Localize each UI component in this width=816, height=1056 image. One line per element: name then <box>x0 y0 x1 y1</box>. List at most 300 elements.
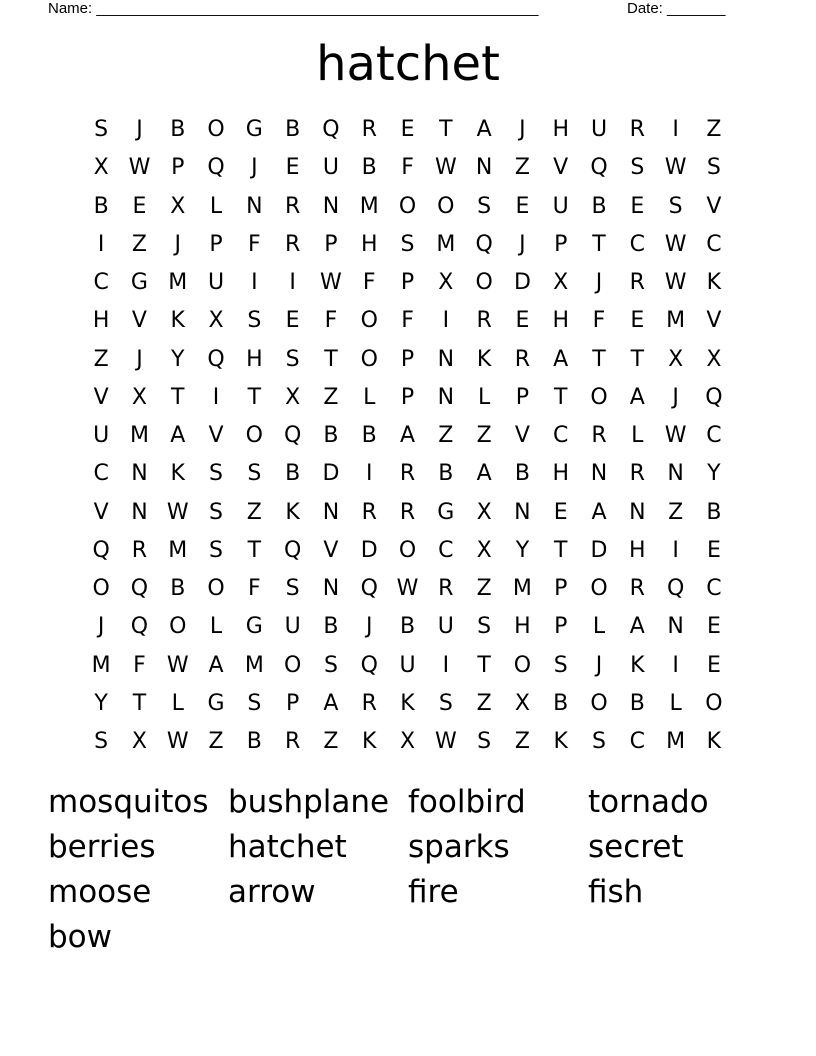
grid-letter: E <box>630 193 645 219</box>
word-search-grid <box>82 111 734 761</box>
grid-letter: Z <box>131 231 147 257</box>
grid-letter: M <box>168 537 188 563</box>
grid-letter: S <box>247 461 262 487</box>
grid-letter: Z <box>476 423 492 448</box>
grid-letter: I <box>97 231 105 257</box>
grid-letter: P <box>209 231 223 257</box>
grid-letter: O <box>398 193 417 219</box>
grid-letter: R <box>514 346 531 372</box>
grid-letter: K <box>630 652 645 678</box>
grid-letter: I <box>289 270 296 295</box>
grid-letter: T <box>630 346 645 372</box>
grid-letter: W <box>664 423 687 448</box>
grid-letter: N <box>629 499 646 525</box>
grid-letter: B <box>706 499 722 525</box>
grid-row <box>82 341 734 379</box>
word-list-item: fish <box>588 874 644 910</box>
word-list-item: fire <box>408 874 459 910</box>
grid-letter: S <box>285 576 300 601</box>
grid-letter: N <box>131 461 148 487</box>
grid-letter: R <box>284 231 301 257</box>
grid-letter: R <box>629 576 645 601</box>
grid-row <box>82 264 734 302</box>
grid-letter: D <box>360 537 378 563</box>
grid-letter: B <box>170 576 186 601</box>
grid-letter: K <box>170 461 185 487</box>
grid-letter: V <box>93 499 109 525</box>
grid-letter: O <box>398 537 417 563</box>
grid-letter: L <box>477 384 491 410</box>
grid-letter: B <box>323 614 339 640</box>
grid-row <box>82 455 734 493</box>
grid-letter: N <box>322 576 340 601</box>
grid-letter: O <box>283 652 302 678</box>
grid-letter: Q <box>322 117 340 142</box>
grid-letter: Z <box>514 155 530 181</box>
grid-letter: X <box>438 270 454 295</box>
grid-letter: L <box>592 614 606 640</box>
grid-letter: U <box>552 193 569 219</box>
grid-letter: A <box>170 423 186 448</box>
grid-letter: S <box>668 193 683 219</box>
grid-letter: V <box>131 308 147 334</box>
grid-letter: Z <box>323 729 339 754</box>
grid-letter: O <box>207 117 225 142</box>
grid-letter: N <box>437 384 455 410</box>
grid-letter: M <box>168 270 188 295</box>
grid-letter: K <box>362 729 377 754</box>
grid-letter: O <box>705 690 723 716</box>
grid-letter: H <box>360 231 378 257</box>
page-title: hatchet <box>316 36 500 92</box>
grid-letter: O <box>513 652 532 678</box>
word-list-item: moose <box>48 874 152 910</box>
grid-letter: W <box>664 155 687 181</box>
grid-letter: P <box>554 576 568 601</box>
grid-letter: H <box>92 308 110 334</box>
grid-letter: A <box>208 652 224 678</box>
grid-letter: S <box>477 729 492 754</box>
grid-letter: I <box>442 308 450 334</box>
grid-row <box>82 188 734 226</box>
grid-letter: E <box>553 499 568 525</box>
grid-letter: J <box>174 231 181 257</box>
grid-letter: Q <box>475 231 493 257</box>
grid-letter: M <box>244 652 264 678</box>
grid-letter: V <box>93 384 109 410</box>
grid-letter: X <box>399 729 416 754</box>
grid-letter: W <box>166 729 189 754</box>
grid-letter: G <box>207 690 225 716</box>
grid-letter: N <box>590 461 608 487</box>
grid-letter: W <box>434 155 457 181</box>
grid-letter: U <box>322 155 339 181</box>
grid-letter: F <box>401 155 414 181</box>
grid-letter: O <box>590 384 608 410</box>
grid-letter: H <box>552 117 569 142</box>
grid-letter: L <box>209 193 223 219</box>
grid-letter: B <box>170 117 186 142</box>
grid-letter: G <box>245 117 263 142</box>
grid-letter: X <box>285 384 301 410</box>
grid-letter: K <box>706 729 722 754</box>
grid-letter: X <box>170 193 186 219</box>
grid-letter: O <box>169 614 187 640</box>
grid-letter: Q <box>130 576 149 601</box>
grid-letter: B <box>399 614 416 640</box>
grid-letter: C <box>629 231 645 257</box>
word-list-item: bow <box>48 919 112 955</box>
grid-letter: B <box>514 461 530 487</box>
grid-letter: N <box>667 614 684 640</box>
grid-letter: D <box>513 270 531 295</box>
grid-letter: S <box>323 652 338 678</box>
grid-letter: S <box>94 729 109 754</box>
grid-letter: Y <box>707 461 721 487</box>
grid-letter: F <box>324 308 338 334</box>
grid-letter: Z <box>706 117 722 142</box>
grid-letter: X <box>208 308 224 334</box>
grid-letter: B <box>285 117 301 142</box>
grid-letter: Q <box>360 652 378 678</box>
grid-letter: C <box>629 729 645 754</box>
grid-letter: L <box>171 690 184 716</box>
grid-letter: K <box>400 690 415 716</box>
grid-letter: V <box>553 155 569 181</box>
grid-letter: R <box>476 308 492 334</box>
grid-letter: O <box>207 576 225 601</box>
grid-letter: P <box>400 346 415 372</box>
grid-letter: E <box>706 537 721 563</box>
grid-letter: M <box>91 652 111 678</box>
grid-letter: R <box>361 499 377 525</box>
grid-letter: A <box>476 117 492 142</box>
word-list-item: hatchet <box>228 829 347 865</box>
grid-letter: T <box>477 652 491 678</box>
grid-letter: U <box>284 614 301 640</box>
grid-letter: P <box>324 231 338 257</box>
grid-letter: S <box>477 193 492 219</box>
grid-letter: O <box>475 270 493 295</box>
grid-letter: N <box>131 499 148 525</box>
grid-row <box>82 379 734 417</box>
grid-letter: T <box>324 346 338 372</box>
grid-letter: S <box>438 690 453 716</box>
word-list-item: tornado <box>588 784 709 820</box>
grid-letter: F <box>248 576 261 601</box>
grid-letter: A <box>591 499 607 525</box>
grid-letter: O <box>590 690 608 716</box>
word-list <box>48 780 768 960</box>
grid-letter: B <box>591 193 607 219</box>
grid-letter: N <box>437 346 455 372</box>
grid-letter: A <box>323 690 339 716</box>
grid-letter: V <box>706 193 722 219</box>
grid-letter: K <box>476 346 492 372</box>
grid-letter: J <box>519 231 526 257</box>
grid-letter: R <box>284 729 301 754</box>
grid-letter: P <box>554 231 568 257</box>
grid-letter: C <box>553 423 569 448</box>
grid-letter: S <box>477 614 492 640</box>
grid-letter: E <box>706 652 721 678</box>
grid-letter: M <box>129 423 149 448</box>
grid-letter: A <box>553 346 569 372</box>
grid-letter: N <box>667 461 684 487</box>
grid-letter: Q <box>207 155 225 181</box>
grid-letter: E <box>285 308 300 334</box>
grid-letter: I <box>672 117 679 142</box>
grid-letter: B <box>438 461 454 487</box>
grid-letter: S <box>209 499 224 525</box>
grid-letter: R <box>284 193 301 219</box>
grid-letter: L <box>631 423 644 448</box>
grid-letter: J <box>136 346 143 372</box>
grid-letter: W <box>664 270 687 295</box>
grid-row <box>82 608 734 646</box>
grid-letter: U <box>93 423 110 448</box>
grid-letter: O <box>92 576 110 601</box>
grid-letter: Z <box>246 499 262 525</box>
grid-letter: S <box>247 690 262 716</box>
grid-letter: K <box>285 499 300 525</box>
grid-letter: S <box>94 117 109 142</box>
grid-letter: F <box>592 308 606 334</box>
date-line: Date: _______ <box>627 0 726 17</box>
grid-letter: H <box>514 614 531 640</box>
grid-letter: W <box>320 270 342 295</box>
grid-letter: J <box>672 384 679 410</box>
grid-letter: V <box>514 423 530 448</box>
grid-letter: G <box>245 614 263 640</box>
grid-row <box>82 532 734 570</box>
grid-letter: C <box>706 231 722 257</box>
grid-letter: G <box>437 499 455 525</box>
grid-letter: R <box>131 537 148 563</box>
grid-letter: S <box>285 346 300 372</box>
grid-letter: S <box>592 729 606 754</box>
grid-row <box>82 226 734 264</box>
grid-letter: W <box>396 576 419 601</box>
word-list-item: secret <box>588 829 684 865</box>
grid-letter: T <box>592 231 606 257</box>
grid-row <box>82 111 734 149</box>
grid-letter: Z <box>514 729 530 754</box>
grid-letter: I <box>212 384 220 410</box>
word-list-item: sparks <box>408 829 510 865</box>
grid-letter: P <box>285 690 300 716</box>
grid-letter: U <box>437 614 454 640</box>
grid-row <box>82 417 734 455</box>
word-list-item: mosquitos <box>48 784 209 820</box>
grid-letter: X <box>131 384 147 410</box>
grid-letter: M <box>359 193 379 219</box>
grid-letter: N <box>322 193 340 219</box>
grid-letter: L <box>669 690 682 716</box>
word-list-item: bushplane <box>228 784 390 820</box>
grid-row <box>82 302 734 340</box>
grid-letter: N <box>246 193 263 219</box>
grid-letter: H <box>552 308 569 334</box>
grid-letter: S <box>400 231 415 257</box>
grid-letter: B <box>553 690 569 716</box>
grid-letter: X <box>553 270 569 295</box>
grid-letter: E <box>285 155 300 181</box>
grid-letter: S <box>209 537 224 563</box>
grid-letter: B <box>93 193 109 219</box>
grid-letter: J <box>251 155 258 181</box>
grid-letter: V <box>323 537 339 563</box>
grid-letter: H <box>629 537 646 563</box>
grid-letter: P <box>400 270 415 295</box>
grid-letter: A <box>476 461 492 487</box>
grid-letter: R <box>399 499 416 525</box>
grid-letter: F <box>401 308 414 334</box>
grid-letter: R <box>629 461 645 487</box>
grid-letter: B <box>285 461 301 487</box>
grid-letter: C <box>706 576 722 601</box>
grid-letter: M <box>512 576 532 601</box>
grid-letter: Q <box>207 346 225 372</box>
grid-letter: Q <box>666 576 685 601</box>
grid-letter: Z <box>438 423 454 448</box>
grid-letter: M <box>666 729 686 754</box>
grid-letter: W <box>128 155 151 181</box>
grid-letter: J <box>365 614 373 640</box>
grid-row <box>82 149 734 187</box>
grid-letter: I <box>672 537 679 563</box>
grid-letter: Z <box>476 576 492 601</box>
grid-letter: Y <box>171 346 185 372</box>
grid-letter: B <box>323 423 339 448</box>
grid-letter: N <box>514 499 531 525</box>
grid-letter: Q <box>590 155 608 181</box>
grid-letter: Y <box>515 537 530 563</box>
grid-letter: T <box>592 346 606 372</box>
grid-letter: N <box>475 155 493 181</box>
grid-letter: T <box>439 117 453 142</box>
grid-letter: A <box>629 614 645 640</box>
grid-letter: S <box>209 461 224 487</box>
grid-letter: L <box>209 614 223 640</box>
grid-letter: P <box>554 614 568 640</box>
grid-letter: J <box>136 117 143 142</box>
grid-letter: S <box>706 155 721 181</box>
word-list-item: berries <box>48 829 156 865</box>
grid-letter: C <box>93 461 109 487</box>
grid-letter: M <box>666 308 686 334</box>
grid-letter: U <box>207 270 225 295</box>
grid-letter: O <box>590 576 608 601</box>
grid-letter: E <box>515 193 530 219</box>
grid-letter: Q <box>130 614 149 640</box>
name-line: Name: _____________________________________________________ <box>48 0 539 17</box>
grid-letter: I <box>251 270 258 295</box>
grid-letter: R <box>629 270 645 295</box>
grid-letter: D <box>590 537 608 563</box>
grid-letter: R <box>591 423 607 448</box>
grid-letter: Z <box>93 346 109 372</box>
grid-letter: J <box>97 614 105 640</box>
grid-letter: E <box>515 308 530 334</box>
grid-letter: B <box>361 155 377 181</box>
grid-letter: R <box>361 117 377 142</box>
grid-letter: Q <box>360 576 378 601</box>
grid-letter: L <box>363 384 376 410</box>
grid-letter: R <box>361 690 377 716</box>
grid-letter: K <box>170 308 185 334</box>
grid-row <box>82 685 734 723</box>
grid-letter: R <box>399 461 416 487</box>
grid-letter: I <box>672 652 679 678</box>
grid-letter: Y <box>94 690 108 716</box>
grid-letter: W <box>166 499 189 525</box>
grid-letter: T <box>247 384 262 410</box>
grid-letter: R <box>438 576 454 601</box>
grid-letter: X <box>131 729 147 754</box>
grid-letter: C <box>438 537 454 563</box>
grid-letter: E <box>630 308 645 334</box>
grid-letter: H <box>552 461 569 487</box>
grid-letter: Z <box>476 690 492 716</box>
grid-letter: C <box>93 270 109 295</box>
grid-letter: H <box>246 346 263 372</box>
grid-letter: K <box>706 270 722 295</box>
grid-letter: Q <box>283 537 302 563</box>
grid-letter: X <box>93 155 109 181</box>
grid-letter: A <box>399 423 416 448</box>
grid-letter: Q <box>705 384 723 410</box>
grid-letter: Q <box>92 537 110 563</box>
word-list-item: foolbird <box>408 784 526 820</box>
grid-letter: B <box>629 690 645 716</box>
grid-letter: B <box>361 423 377 448</box>
grid-letter: O <box>245 423 263 448</box>
grid-letter: X <box>476 499 492 525</box>
grid-letter: Z <box>323 384 339 410</box>
grid-letter: F <box>133 652 146 678</box>
grid-letter: R <box>629 117 645 142</box>
grid-letter: J <box>519 117 526 142</box>
grid-letter: G <box>130 270 148 295</box>
grid-letter: P <box>171 155 185 181</box>
grid-letter: S <box>553 652 568 678</box>
grid-letter: E <box>132 193 147 219</box>
grid-letter: X <box>476 537 492 563</box>
grid-letter: W <box>434 729 457 754</box>
grid-letter: U <box>590 117 608 142</box>
grid-row <box>82 494 734 532</box>
grid-letter: P <box>515 384 530 410</box>
grid-letter: W <box>664 231 687 257</box>
grid-letter: J <box>595 652 603 678</box>
grid-letter: S <box>247 308 262 334</box>
grid-letter: X <box>706 346 722 372</box>
grid-row <box>82 647 734 685</box>
grid-letter: Z <box>668 499 684 525</box>
grid-letter: F <box>248 231 261 257</box>
grid-letter: I <box>442 652 450 678</box>
grid-letter: T <box>247 537 262 563</box>
grid-letter: F <box>362 270 376 295</box>
grid-letter: X <box>668 346 684 372</box>
grid-letter: X <box>514 690 530 716</box>
grid-letter: Q <box>283 423 302 448</box>
grid-letter: O <box>360 346 378 372</box>
grid-letter: T <box>171 384 185 410</box>
grid-letter: U <box>399 652 416 678</box>
grid-letter: J <box>595 270 603 295</box>
